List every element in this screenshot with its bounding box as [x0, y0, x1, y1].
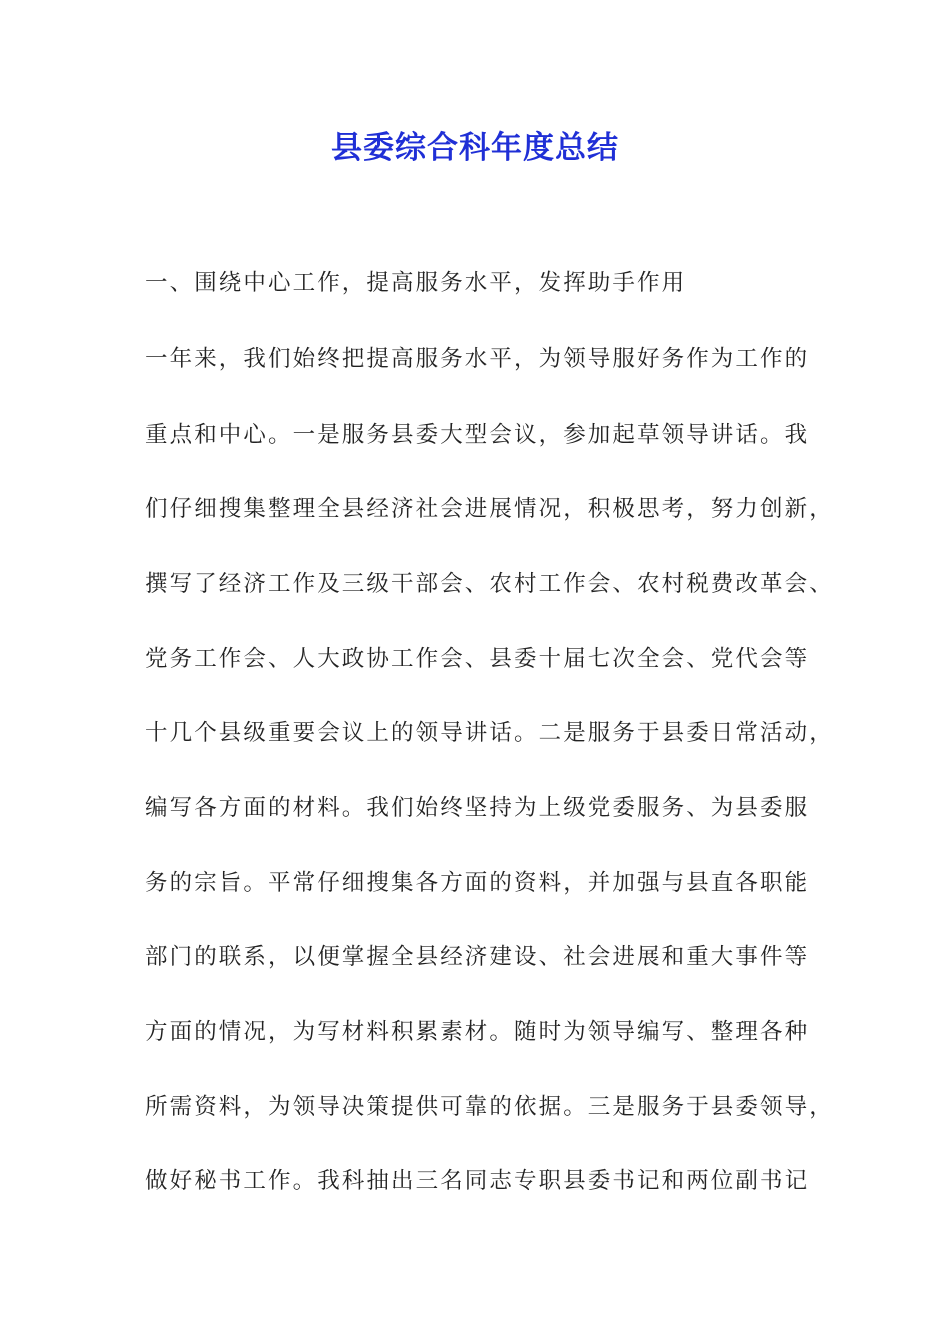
body-line: 做好秘书工作。我科抽出三名同志专职县委书记和两位副书记: [145, 1168, 810, 1194]
document-title: 县委综合科年度总结: [331, 130, 619, 166]
body-line: 们仔细搜集整理全县经济社会进展情况，积极思考，努力创新，: [145, 496, 834, 522]
body-line: 党务工作会、人大政协工作会、县委十届七次全会、党代会等: [145, 646, 810, 672]
body-line: 一年来，我们始终把提高服务水平，为领导服好务作为工作的: [145, 346, 810, 372]
body-line: 撰写了经济工作及三级干部会、农村工作会、农村税费改革会、: [145, 571, 834, 597]
body-line: 重点和中心。一是服务县委大型会议，参加起草领导讲话。我: [145, 422, 810, 448]
body-line: 所需资料，为领导决策提供可靠的依据。三是服务于县委领导，: [145, 1094, 834, 1120]
body-line: 方面的情况，为写材料积累素材。随时为领导编写、整理各种: [145, 1019, 810, 1045]
body-line: 务的宗旨。平常仔细搜集各方面的资料，并加强与县直各职能: [145, 870, 810, 896]
body-line: 部门的联系，以便掌握全县经济建设、社会进展和重大事件等: [145, 944, 810, 970]
body-line-heading: 一、围绕中心工作，提高服务水平，发挥助手作用: [145, 270, 687, 296]
body-line: 编写各方面的材料。我们始终坚持为上级党委服务、为县委服: [145, 795, 810, 821]
body-line: 十几个县级重要会议上的领导讲话。二是服务于县委日常活动，: [145, 720, 834, 746]
